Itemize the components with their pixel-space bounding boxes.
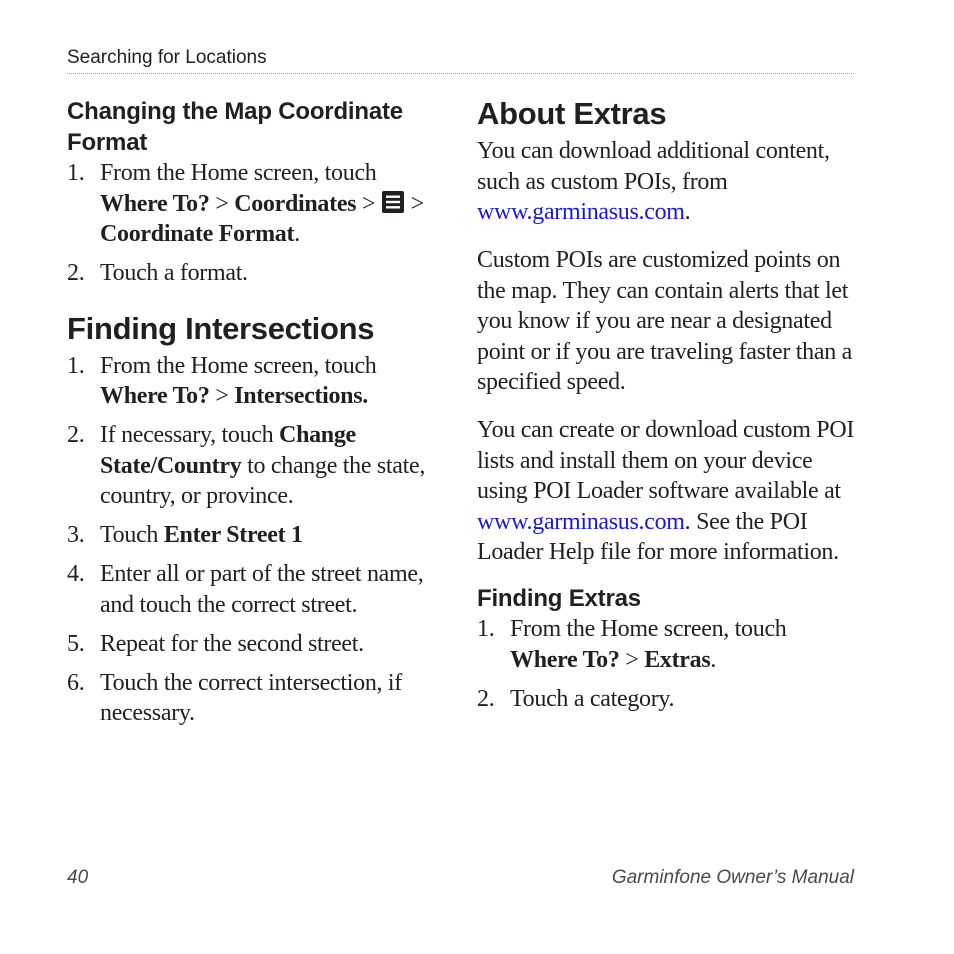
step-number: 1. — [477, 616, 495, 642]
list-item — [67, 668, 437, 729]
step-text: Touch — [100, 522, 164, 548]
paragraph-text: . — [684, 199, 691, 225]
menu-list-icon — [381, 190, 405, 214]
menu-path-enter-street: Enter Street 1 — [163, 522, 303, 548]
coord-format-heading: Changing the Map Coordinate Format — [67, 98, 403, 156]
list-item — [67, 520, 437, 551]
step-text: . — [710, 646, 717, 673]
menu-path-coordinates: Coordinates — [234, 190, 357, 217]
finding-extras-steps — [477, 614, 857, 714]
page-number: 40 — [67, 867, 89, 888]
list-item — [477, 614, 857, 675]
paragraph — [477, 415, 857, 568]
step-number: 2. — [67, 422, 85, 448]
list-item — [477, 684, 857, 715]
paragraph-text: Custom POIs are customized points on the map. They can contain alerts that let you know if you are near a designated point or if you are traveling faster than a specified speed. — [477, 247, 852, 395]
list-item — [67, 158, 437, 250]
step-text: Enter all or part of the street name, and touch the correct street. — [100, 561, 424, 618]
step-text: to change the state, country, or province. — [100, 452, 426, 509]
step-number: 6. — [67, 669, 85, 696]
running-header — [67, 47, 854, 74]
step-text: From the Home screen, touch — [510, 616, 787, 642]
step-text: . — [294, 221, 300, 247]
path-separator: > — [209, 190, 235, 217]
list-item — [67, 258, 437, 289]
paragraph-text: . See the POI Loader Help file for more information. — [477, 508, 839, 565]
paragraph-text: You can download additional content, such as custom POIs, from — [477, 138, 830, 195]
about-extras-heading: About Extras — [477, 96, 667, 131]
step-number: 1. — [67, 160, 85, 186]
menu-path-where-to: Where To? — [510, 646, 620, 673]
right-column — [477, 96, 857, 723]
step-text: From the Home screen, touch — [100, 160, 377, 186]
list-item — [67, 420, 437, 512]
intersections-steps — [67, 351, 437, 729]
list-item — [67, 629, 437, 660]
step-number: 2. — [477, 685, 495, 712]
path-separator: > — [356, 190, 381, 217]
step-number: 5. — [67, 630, 85, 657]
step-text: If necessary, touch — [100, 422, 280, 448]
paragraph — [477, 245, 857, 398]
garmin-link[interactable]: www.garminasus.com — [477, 508, 685, 535]
menu-path-coordinate-format: Coordinate Format — [100, 221, 295, 247]
menu-path-change-state: Change State/Country — [100, 422, 356, 479]
step-text: From the Home screen, touch — [100, 352, 377, 379]
path-separator: > — [404, 190, 424, 217]
paragraph-text: You can create or download custom POI lists and install them on your device using POI Loader software available at — [477, 417, 855, 504]
step-text: Touch a format. — [100, 260, 248, 286]
menu-path-intersections: Intersections. — [234, 383, 368, 409]
garmin-link[interactable]: www.garminasus.com — [477, 199, 685, 225]
manual-title: Garminfone Owner’s Manual — [611, 867, 854, 888]
menu-path-where-to: Where To? — [100, 190, 210, 217]
step-text: Touch the correct intersection, if necessary. — [100, 669, 402, 726]
list-item — [67, 351, 437, 412]
path-separator: > — [209, 383, 235, 409]
section-title: Searching for Locations — [67, 47, 267, 68]
list-item — [67, 559, 437, 620]
menu-path-extras: Extras — [644, 646, 711, 673]
step-number: 1. — [67, 352, 85, 379]
step-text: Touch a category. — [510, 685, 675, 712]
path-separator: > — [619, 646, 645, 673]
menu-path-where-to: Where To? — [100, 383, 210, 409]
paragraph — [477, 136, 857, 228]
intersections-heading: Finding Intersections — [67, 310, 375, 346]
step-number: 2. — [67, 260, 85, 286]
finding-extras-heading: Finding Extras — [477, 585, 641, 612]
step-number: 3. — [67, 522, 85, 548]
left-column — [67, 96, 437, 737]
step-number: 4. — [67, 561, 85, 587]
coord-format-steps — [67, 158, 437, 289]
step-text: Repeat for the second street. — [100, 630, 364, 657]
